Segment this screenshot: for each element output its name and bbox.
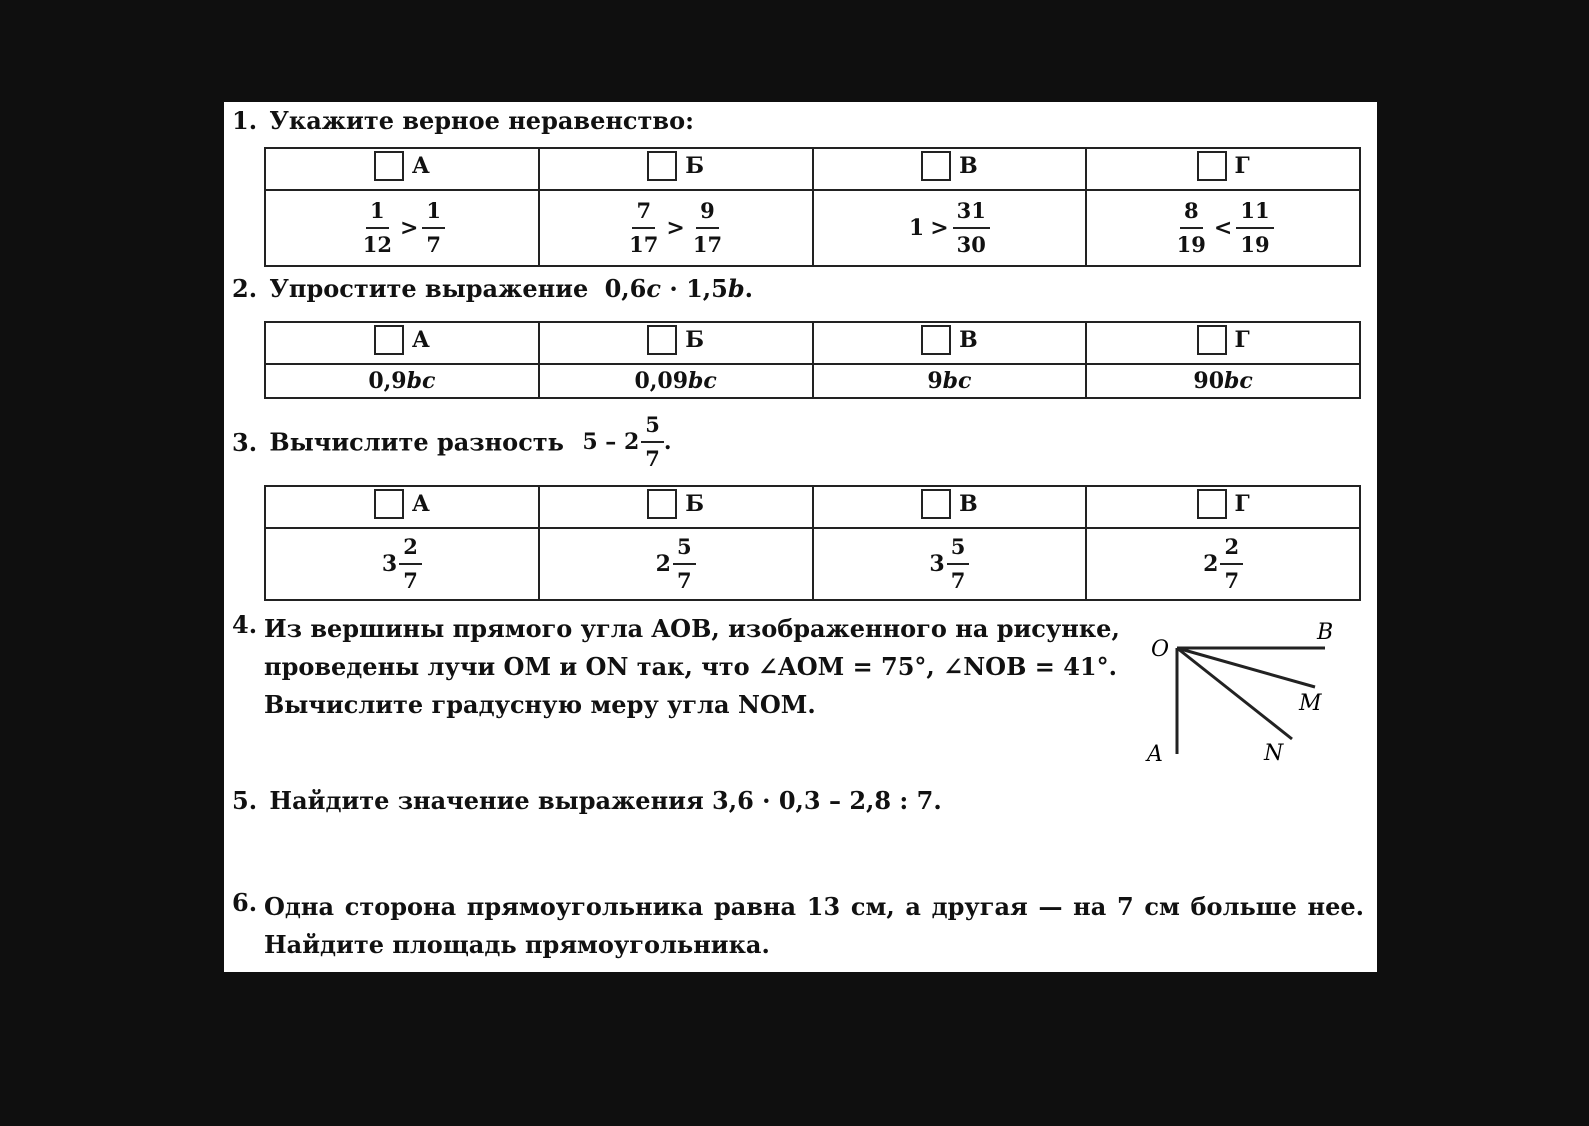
fraction: $\frac{11}{19}$	[1236, 200, 1273, 256]
option-letter: Г	[1234, 153, 1250, 179]
option-value-g: 2 $\frac{2}{7}$	[1086, 528, 1360, 600]
question-3-title	[232, 414, 674, 470]
label-b: B	[1317, 620, 1334, 645]
option-header-a[interactable]	[265, 322, 539, 364]
option-header-b[interactable]	[539, 322, 813, 364]
option-header-g[interactable]	[1086, 486, 1360, 528]
option-letter: Б	[685, 153, 705, 179]
question-1-answer-table	[264, 147, 1361, 267]
question-number: 5.	[232, 786, 258, 815]
worksheet	[224, 102, 1377, 972]
option-header-b[interactable]	[539, 148, 813, 190]
option-header-a[interactable]	[265, 486, 539, 528]
option-letter: В	[959, 491, 978, 517]
question-4-text: Из вершины прямого угла AOB, изображенного на рисунке, проведены лучи OM и ON так, что ∠AOM = 75°, ∠NOB = 41°. Вычислите градусную меру угла NOM.	[264, 614, 1120, 719]
option-header-g[interactable]	[1086, 148, 1360, 190]
option-letter: А	[411, 491, 430, 517]
expression: 5 – 2 $\frac{5}{7}$ .	[582, 412, 672, 472]
fraction: $\frac{31}{30}$	[953, 200, 990, 256]
checkbox[interactable]	[647, 489, 677, 519]
question-number: 1.	[232, 106, 258, 135]
option-value-b: 2 $\frac{5}{7}$	[539, 528, 813, 600]
option-letter: Г	[1234, 491, 1250, 517]
fraction: $\frac{1}{12}$	[362, 197, 392, 257]
fraction: $\frac{5}{7}$	[641, 414, 664, 470]
checkbox[interactable]	[921, 489, 951, 519]
option-letter: В	[959, 153, 978, 179]
whole-number: 1	[908, 215, 925, 241]
option-header-v[interactable]	[813, 322, 1087, 364]
option-letter: Г	[1234, 327, 1250, 353]
fraction: $\frac{9}{17}$	[692, 197, 723, 257]
option-letter: А	[411, 153, 430, 179]
comparison-sign: >	[666, 215, 685, 241]
checkbox[interactable]	[374, 151, 404, 181]
option-letter: В	[959, 327, 978, 353]
checkbox[interactable]	[1197, 151, 1227, 181]
label-n: N	[1264, 741, 1284, 764]
ray-om	[1177, 648, 1315, 687]
option-header-g[interactable]	[1086, 322, 1360, 364]
question-2-title	[232, 274, 753, 303]
question-text: Вычислите разность	[269, 427, 564, 457]
question-number: 2.	[232, 274, 258, 303]
option-header-b[interactable]	[539, 486, 813, 528]
option-value-a: 0,9bc	[265, 364, 539, 398]
angle-figure	[1129, 614, 1359, 764]
question-4-number: 4.	[232, 610, 258, 639]
checkbox[interactable]	[647, 151, 677, 181]
option-value-v: 3 $\frac{5}{7}$	[813, 528, 1087, 600]
checkbox[interactable]	[374, 489, 404, 519]
comparison-sign: >	[930, 215, 949, 241]
question-6-text: Одна сторона прямоугольника равна 13 см, а другая — на 7 см больше нее. Найдите площадь прямоугольника.	[264, 892, 1364, 959]
checkbox[interactable]	[1197, 325, 1227, 355]
option-value-b: 0,09bc	[539, 364, 813, 398]
option-letter: Б	[685, 491, 705, 517]
question-5-title	[232, 786, 942, 815]
question-text: Найдите значение выражения 3,6 · 0,3 – 2,8 : 7.	[269, 786, 942, 815]
question-text: Укажите верное неравенство:	[269, 106, 694, 135]
option-value-a	[265, 190, 539, 266]
option-letter: А	[411, 327, 430, 353]
comparison-sign: <	[1213, 215, 1233, 241]
fraction: $\frac{8}{19}$	[1176, 197, 1206, 257]
checkbox[interactable]	[374, 325, 404, 355]
comparison-sign: >	[399, 215, 419, 241]
question-number: 3.	[232, 427, 258, 457]
label-o: O	[1151, 637, 1170, 662]
question-6-number: 6.	[232, 888, 258, 917]
question-text: Упростите выражение	[269, 274, 589, 303]
option-value-g	[1086, 190, 1360, 266]
option-header-v[interactable]	[813, 486, 1087, 528]
ray-on	[1177, 648, 1292, 739]
question-3-answer-table	[264, 485, 1361, 601]
option-value-b	[539, 190, 813, 266]
question-1-title	[232, 106, 694, 135]
question-2-answer-table	[264, 321, 1361, 399]
option-value-g: 90bc	[1086, 364, 1360, 398]
label-m: M	[1299, 691, 1322, 716]
fraction: $\frac{7}{17}$	[629, 197, 659, 257]
option-value-v	[813, 190, 1087, 266]
checkbox[interactable]	[1197, 489, 1227, 519]
label-a: A	[1147, 742, 1163, 764]
checkbox[interactable]	[921, 151, 951, 181]
option-value-a: 3 $\frac{2}{7}$	[265, 528, 539, 600]
option-value-v: 9bc	[813, 364, 1087, 398]
fraction: $\frac{1}{7}$	[422, 200, 445, 256]
expression: 0,6c · 1,5b.	[604, 274, 753, 303]
checkbox[interactable]	[647, 325, 677, 355]
checkbox[interactable]	[921, 325, 951, 355]
option-letter: Б	[685, 327, 705, 353]
option-header-a[interactable]	[265, 148, 539, 190]
option-header-v[interactable]	[813, 148, 1087, 190]
